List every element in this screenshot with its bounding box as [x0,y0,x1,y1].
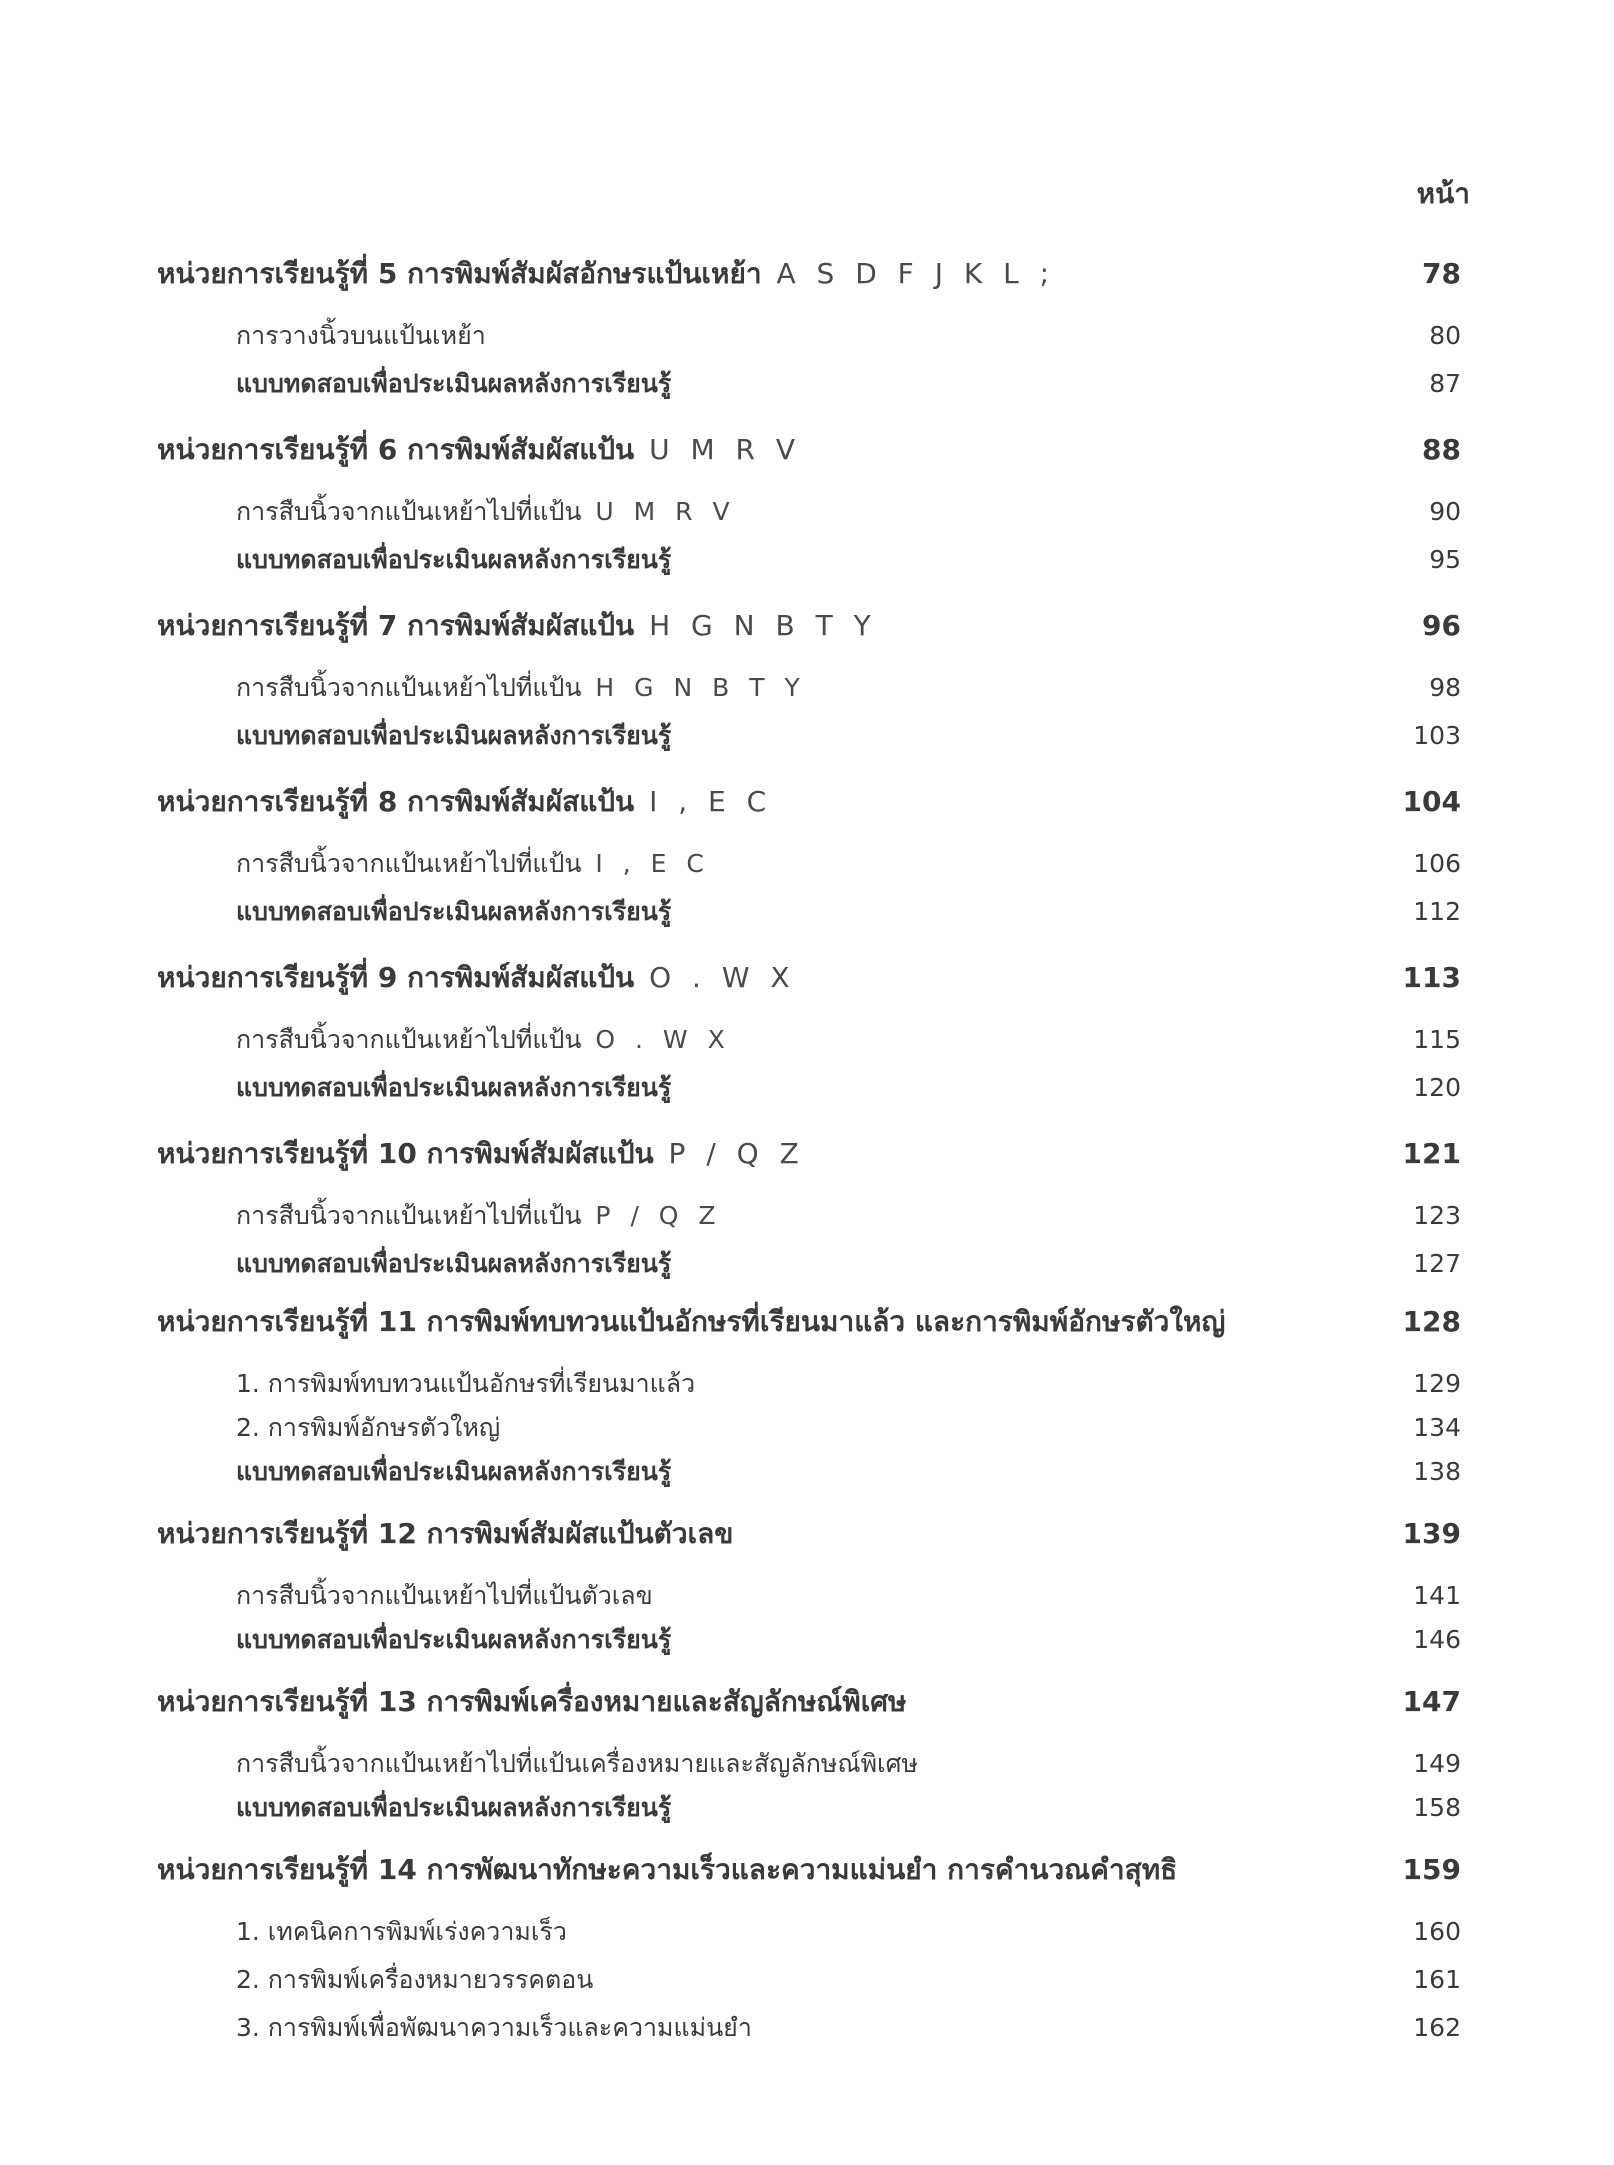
toc-entry-row [0,2006,1614,2050]
toc-unit-row [0,1680,1614,1724]
toc-unit-row [0,1132,1614,1176]
key-letters: H G N B T Y [581,673,806,702]
page-number: 90 [1429,497,1461,526]
page-number: 160 [1413,1917,1461,1946]
toc-unit-row [0,1848,1614,1892]
toc-entry-row [0,1406,1614,1450]
page-number: 104 [1402,785,1461,818]
page-number: 78 [1422,257,1461,290]
unit-title [157,1680,907,1724]
page-number: 123 [1413,1201,1461,1230]
page-number: 120 [1413,1073,1461,1102]
unit-title [157,1848,1177,1892]
entry-title [236,842,710,886]
entry-title [236,362,671,406]
entry-title [236,538,671,582]
title-text: หน่วยการเรียนรู้ที่ 13 การพิมพ์เครื่องหมายและสัญลักษณ์พิเศษ [157,1685,907,1718]
page-number: 80 [1429,321,1461,350]
entry-title [236,666,806,710]
key-letters: I , E C [634,785,773,818]
title-text: การสืบนิ้วจากแป้นเหย้าไปที่แป้น [236,1025,582,1054]
entry-title [236,1362,695,1406]
page-number: 98 [1429,673,1461,702]
page-number: 95 [1429,545,1461,574]
title-text: การวางนิ้วบนแป้นเหย้า [236,321,486,350]
entry-title [236,714,671,758]
key-letters: P / Q Z [581,1201,722,1230]
page-number: 103 [1413,721,1461,750]
toc-entry-row [0,314,1614,358]
title-text: หน่วยการเรียนรู้ที่ 9 การพิมพ์สัมผัสแป้น [157,961,635,994]
toc-entry-row [0,666,1614,710]
toc-entry-row [0,1618,1614,1662]
title-text: หน่วยการเรียนรู้ที่ 5 การพิมพ์สัมผัสอักษรแป้นเหย้า [157,257,762,290]
page-number: 161 [1413,1965,1461,1994]
entry-title [236,1910,567,1954]
unit-title [157,428,801,472]
unit-title [157,956,796,1000]
title-text: 3. การพิมพ์เพื่อพัฒนาความเร็วและความแม่นยำ [236,2013,752,2042]
toc-entry-row [0,1450,1614,1494]
toc-entry-row [0,1958,1614,2002]
title-text: 2. การพิมพ์อักษรตัวใหญ่ [236,1413,501,1442]
entry-title [236,490,736,534]
entry-title [236,1066,671,1110]
page-number: 141 [1413,1581,1461,1610]
toc-entry-row [0,1018,1614,1062]
toc-entry-row [0,362,1614,406]
title-text: แบบทดสอบเพื่อประเมินผลหลังการเรียนรู้ [236,1625,672,1654]
key-letters: O . W X [634,961,796,994]
key-letters: U M R V [634,433,802,466]
unit-title [157,1300,1225,1344]
title-text: การสืบนิ้วจากแป้นเหย้าไปที่แป้นตัวเลข [236,1581,653,1610]
unit-title [157,1132,805,1176]
toc-entry-row [0,1742,1614,1786]
page-number: 159 [1402,1853,1461,1886]
title-text: หน่วยการเรียนรู้ที่ 11 การพิมพ์ทบทวนแป้นอักษรที่เรียนมาแล้ว และการพิมพ์อักษรตัวใหญ่ [157,1305,1226,1338]
entry-title [236,1018,731,1062]
title-text: การสืบนิ้วจากแป้นเหย้าไปที่แป้น [236,849,582,878]
toc-unit-row [0,956,1614,1000]
toc-entry-row [0,1194,1614,1238]
entry-title [236,890,671,934]
toc-entry-row [0,1786,1614,1830]
toc-entry-row [0,1066,1614,1110]
toc-unit-row [0,428,1614,472]
title-text: แบบทดสอบเพื่อประเมินผลหลังการเรียนรู้ [236,545,672,574]
page-number: 129 [1413,1369,1461,1398]
page-number: 113 [1402,961,1461,994]
toc-unit-row [0,604,1614,648]
page-number: 128 [1402,1305,1461,1338]
page-number: 112 [1413,897,1461,926]
entry-title [236,1450,671,1494]
page-number: 158 [1413,1793,1461,1822]
page-number: 87 [1429,369,1461,398]
key-letters: O . W X [581,1025,731,1054]
title-text: หน่วยการเรียนรู้ที่ 6 การพิมพ์สัมผัสแป้น [157,433,635,466]
toc-entry-row [0,1910,1614,1954]
page-number: 146 [1413,1625,1461,1654]
page-number: 121 [1402,1137,1461,1170]
entry-title [236,1242,671,1286]
title-text: แบบทดสอบเพื่อประเมินผลหลังการเรียนรู้ [236,1073,672,1102]
entry-title [236,1574,653,1618]
unit-title [157,252,1055,296]
key-letters: P / Q Z [653,1137,805,1170]
page-number: 96 [1422,609,1461,642]
page-number: 138 [1413,1457,1461,1486]
page-number: 162 [1413,2013,1461,2042]
entry-title [236,314,486,358]
toc-unit-row [0,1512,1614,1556]
title-text: 1. การพิมพ์ทบทวนแป้นอักษรที่เรียนมาแล้ว [236,1369,696,1398]
entry-title [236,1742,918,1786]
entry-title [236,1786,671,1830]
page-number: 134 [1413,1413,1461,1442]
entry-title [236,1958,593,2002]
title-text: แบบทดสอบเพื่อประเมินผลหลังการเรียนรู้ [236,721,672,750]
toc-entry-row [0,714,1614,758]
toc-entry-row [0,1242,1614,1286]
toc-entry-row [0,538,1614,582]
toc-unit-row [0,1300,1614,1344]
toc-entry-row [0,842,1614,886]
title-text: แบบทดสอบเพื่อประเมินผลหลังการเรียนรู้ [236,897,672,926]
page-number: 127 [1413,1249,1461,1278]
page-number: 149 [1413,1749,1461,1778]
page-number: 139 [1402,1517,1461,1550]
title-text: การสืบนิ้วจากแป้นเหย้าไปที่แป้น [236,1201,582,1230]
unit-title [157,1512,733,1556]
title-text: การสืบนิ้วจากแป้นเหย้าไปที่แป้น [236,673,582,702]
title-text: แบบทดสอบเพื่อประเมินผลหลังการเรียนรู้ [236,369,672,398]
toc-unit-row [0,252,1614,296]
page-number: 88 [1422,433,1461,466]
page-number: 115 [1413,1025,1461,1054]
key-letters: H G N B T Y [634,609,877,642]
page-column-label: หน้า [1416,177,1470,210]
page-number: 106 [1413,849,1461,878]
entry-title [236,1406,500,1450]
title-text: 2. การพิมพ์เครื่องหมายวรรคตอน [236,1965,594,1994]
key-letters: I , E C [581,849,710,878]
unit-title [157,604,877,648]
title-text: 1. เทคนิคการพิมพ์เร่งความเร็ว [236,1917,567,1946]
toc-entry-row [0,490,1614,534]
key-letters: U M R V [581,497,736,526]
page-number: 147 [1402,1685,1461,1718]
title-text: หน่วยการเรียนรู้ที่ 7 การพิมพ์สัมผัสแป้น [157,609,635,642]
title-text: การสืบนิ้วจากแป้นเหย้าไปที่แป้น [236,497,582,526]
title-text: หน่วยการเรียนรู้ที่ 10 การพิมพ์สัมผัสแป้น [157,1137,654,1170]
title-text: หน่วยการเรียนรู้ที่ 8 การพิมพ์สัมผัสแป้น [157,785,635,818]
title-text: การสืบนิ้วจากแป้นเหย้าไปที่แป้นเครื่องหมายและสัญลักษณ์พิเศษ [236,1749,918,1778]
title-text: หน่วยการเรียนรู้ที่ 14 การพัฒนาทักษะความเร็วและความแม่นยำ การคำนวณคำสุทธิ [157,1853,1178,1886]
toc-unit-row [0,780,1614,824]
entry-title [236,1618,671,1662]
key-letters: A S D F J K L ; [761,257,1056,290]
toc-entry-row [0,1574,1614,1618]
title-text: แบบทดสอบเพื่อประเมินผลหลังการเรียนรู้ [236,1793,672,1822]
toc-entry-row [0,890,1614,934]
unit-title [157,780,772,824]
title-text: แบบทดสอบเพื่อประเมินผลหลังการเรียนรู้ [236,1249,672,1278]
entry-title [236,2006,752,2050]
toc-entry-row [0,1362,1614,1406]
entry-title [236,1194,722,1238]
title-text: แบบทดสอบเพื่อประเมินผลหลังการเรียนรู้ [236,1457,672,1486]
title-text: หน่วยการเรียนรู้ที่ 12 การพิมพ์สัมผัสแป้นตัวเลข [157,1517,734,1550]
